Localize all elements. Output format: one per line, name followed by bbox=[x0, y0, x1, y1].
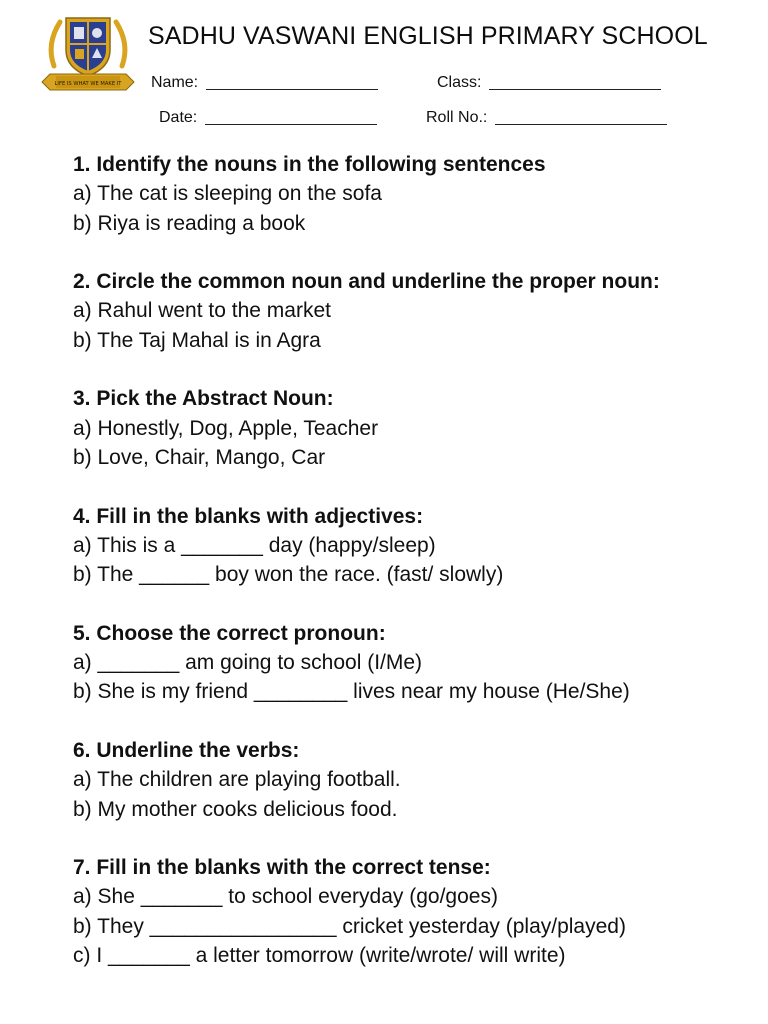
question-line: b) She is my friend ________ lives near my house (He/She) bbox=[73, 680, 630, 704]
question-line: a) Rahul went to the market bbox=[73, 299, 331, 323]
question-title: 1. Identify the nouns in the following sentences bbox=[73, 153, 546, 176]
question-5 bbox=[73, 619, 753, 707]
name-field[interactable] bbox=[151, 73, 378, 92]
question-title: 5. Choose the correct pronoun: bbox=[73, 621, 386, 645]
class-blank-line[interactable] bbox=[489, 73, 661, 90]
question-line: a) The cat is sleeping on the sofa bbox=[73, 182, 382, 206]
date-field[interactable] bbox=[159, 108, 377, 127]
question-title: 4. Fill in the blanks with adjectives: bbox=[73, 504, 424, 528]
class-field[interactable] bbox=[437, 73, 661, 92]
question-title: 2. Circle the common noun and underline the proper noun: bbox=[73, 270, 660, 294]
logo-motto: LIFE IS WHAT WE MAKE IT bbox=[54, 81, 122, 87]
question-2 bbox=[73, 267, 753, 355]
school-logo bbox=[40, 10, 136, 96]
question-line: a) This is a _______ day (happy/sleep) bbox=[73, 533, 436, 557]
question-line: b) They ________________ cricket yesterday (play/played) bbox=[73, 914, 626, 938]
question-title: 3. Pick the Abstract Noun: bbox=[73, 387, 334, 411]
class-label: Class: bbox=[437, 74, 482, 91]
question-title: 6. Underline the verbs: bbox=[73, 738, 300, 762]
question-line: c) I _______ a letter tomorrow (write/wrote/ will write) bbox=[73, 944, 566, 968]
question-list bbox=[73, 150, 753, 1000]
question-4 bbox=[73, 502, 753, 590]
question-line: b) The Taj Mahal is in Agra bbox=[73, 328, 321, 352]
name-label: Name: bbox=[151, 74, 199, 91]
question-line: b) My mother cooks delicious food. bbox=[73, 797, 398, 821]
name-blank-line[interactable] bbox=[206, 73, 378, 90]
question-line: a) Honestly, Dog, Apple, Teacher bbox=[73, 416, 379, 440]
date-label: Date: bbox=[159, 109, 198, 126]
logo-crest-icon bbox=[51, 18, 125, 76]
question-6 bbox=[73, 736, 753, 824]
roll-field[interactable] bbox=[426, 108, 667, 127]
roll-blank-line[interactable] bbox=[495, 108, 667, 125]
question-line: b) Love, Chair, Mango, Car bbox=[73, 445, 326, 469]
question-1 bbox=[73, 150, 753, 238]
school-name: SADHU VASWANI ENGLISH PRIMARY SCHOOL bbox=[148, 22, 708, 50]
roll-label: Roll No.: bbox=[426, 109, 488, 126]
date-blank-line[interactable] bbox=[205, 108, 377, 125]
question-3 bbox=[73, 384, 753, 472]
question-line: b) Riya is reading a book bbox=[73, 211, 306, 235]
question-title: 7. Fill in the blanks with the correct tense: bbox=[73, 856, 491, 880]
question-line: a) _______ am going to school (I/Me) bbox=[73, 651, 423, 675]
question-line: a) She _______ to school everyday (go/goes) bbox=[73, 885, 498, 909]
question-line: b) The ______ boy won the race. (fast/ slowly) bbox=[73, 563, 504, 587]
question-7 bbox=[73, 853, 753, 970]
question-line: a) The children are playing football. bbox=[73, 768, 401, 792]
